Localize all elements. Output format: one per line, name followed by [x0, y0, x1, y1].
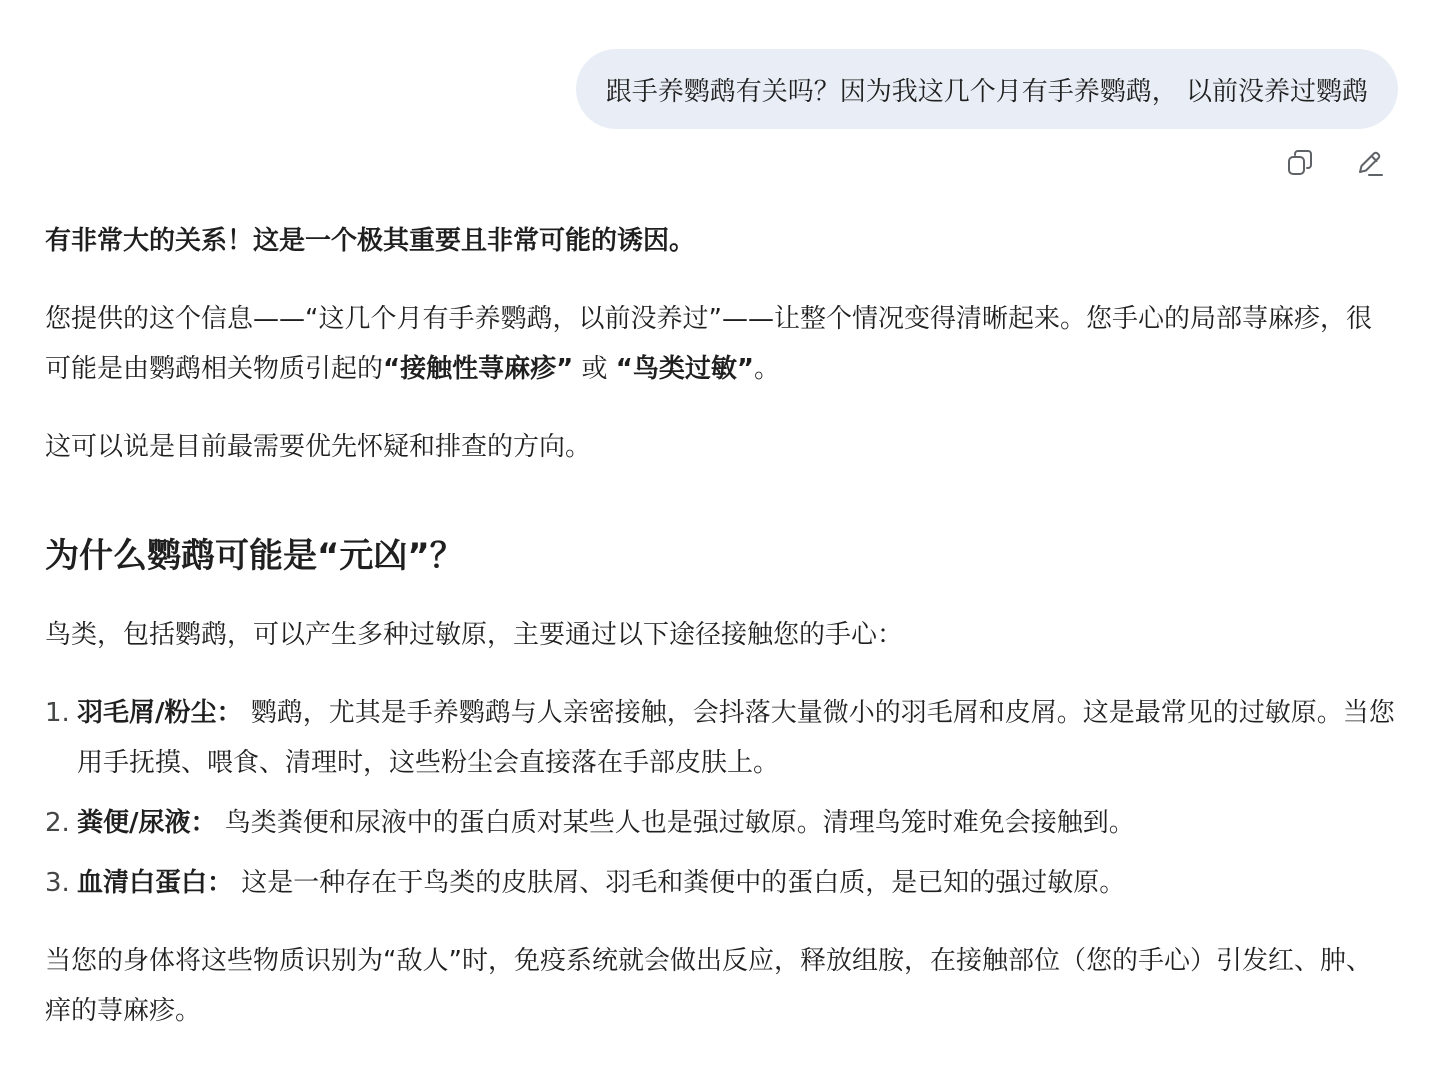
section-heading: 为什么鹦鹉可能是“元凶”？ [45, 536, 464, 576]
list-item [45, 858, 1397, 908]
list-item [45, 688, 1397, 788]
allergen-list [45, 688, 1397, 908]
list-item-body [77, 858, 1397, 908]
response-direction: 这可以说是目前最需要优先怀疑和排查的方向。 [45, 432, 592, 462]
message-actions [1282, 143, 1388, 183]
list-item-number: 3. [45, 868, 70, 898]
list-item-text: 鹦鹉，尤其是手养鹦鹉与人亲密接触，会抖落大量微小的羽毛屑和皮屑。这是最常见的过敏原。当您用手抚摸、喂食、清理时，这些粉尘会直接落在手部皮肤上。 [77, 698, 1395, 778]
list-item [45, 798, 1397, 848]
copy-button[interactable] [1282, 143, 1318, 183]
response-lead: 有非常大的关系！这是一个极其重要且非常可能的诱因。 [45, 226, 696, 256]
response-info-paragraph [45, 294, 1397, 394]
list-item-number: 1. [45, 698, 70, 728]
list-item-term: 血清白蛋白： [77, 868, 234, 898]
edit-button[interactable] [1352, 143, 1388, 183]
info-bold-contact-urticaria: “接触性荨麻疹” [383, 354, 574, 384]
list-item-text: 这是一种存在于鸟类的皮肤屑、羽毛和粪便中的蛋白质，是已知的强过敏原。 [241, 868, 1126, 898]
info-text-3: 。 [753, 354, 780, 384]
section-intro: 鸟类，包括鹦鹉，可以产生多种过敏原，主要通过以下途径接触您的手心： [45, 620, 904, 650]
assistant-response [45, 216, 1397, 1036]
info-text-1: 您提供的这个信息——“这几个月有手养鹦鹉，以前没养过”——让整个情况变得清晰起来。您手心的局部荨麻疹，很可能是由鹦鹉相关物质引起的 [45, 304, 1372, 384]
info-bold-bird-allergy: “鸟类过敏” [615, 354, 754, 384]
response-closing: 当您的身体将这些物质识别为“敌人”时，免疫系统就会做出反应，释放组胺，在接触部位（您的手心）引发红、肿、痒的荨麻疹。 [45, 946, 1372, 1026]
list-item-body [77, 688, 1397, 788]
user-message-row [576, 49, 1398, 129]
copy-icon [1284, 147, 1316, 179]
list-item-term: 羽毛屑/粉尘： [77, 698, 243, 728]
list-item-term: 粪便/尿液： [77, 808, 217, 838]
list-item-number: 2. [45, 808, 70, 838]
user-message-bubble: 跟手养鹦鹉有关吗？因为我这几个月有手养鹦鹉， 以前没养过鹦鹉 [576, 49, 1398, 129]
list-item-text: 鸟类粪便和尿液中的蛋白质对某些人也是强过敏原。清理鸟笼时难免会接触到。 [224, 808, 1135, 838]
info-text-2: 或 [581, 354, 608, 384]
list-item-body [77, 798, 1397, 848]
pencil-icon [1354, 147, 1386, 179]
